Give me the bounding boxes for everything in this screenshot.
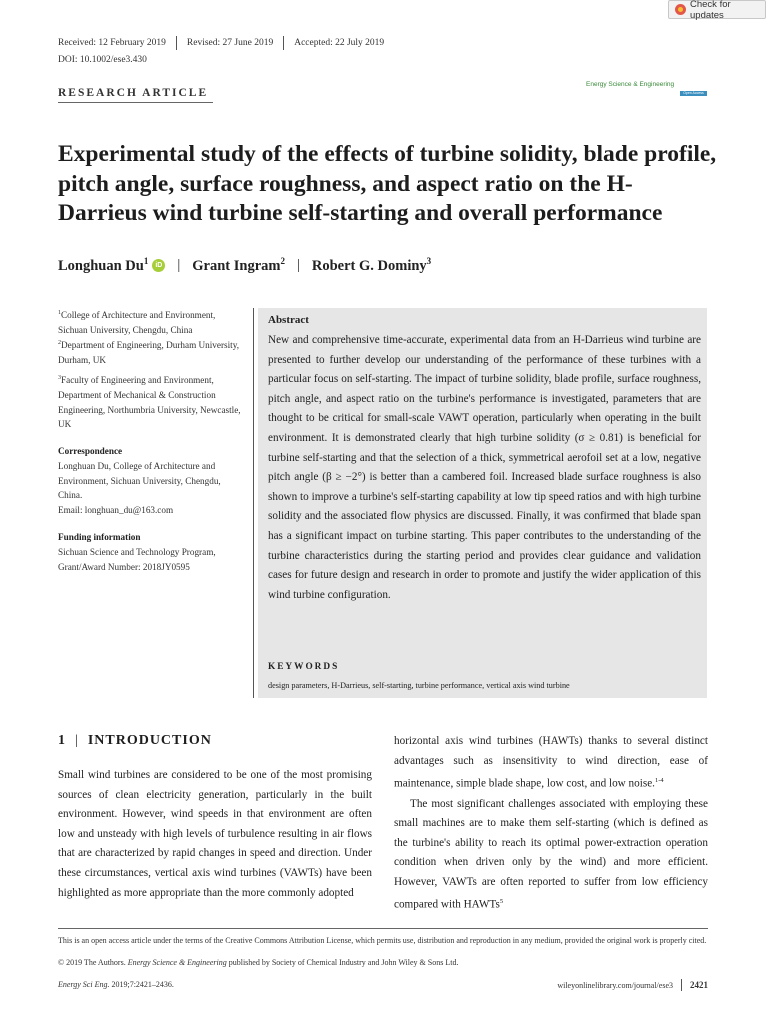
author-name[interactable]: Longhuan Du$^1$ [58, 256, 149, 274]
funding-text: Sichuan Science and Technology Program, Grant/Award Number: 2018JY0595 [58, 546, 216, 572]
check-for-updates-label: Check for updates [690, 0, 731, 21]
divider [681, 979, 682, 991]
abstract-text: New and comprehensive time-accurate, experimental data from an H-Darrieus wind turbine are presented to further develop our understanding of the performance of these turbines with a particular focus on self-starting. The impact of turbine solidity, blade profile, surface roughness, pitch angle, and aspect ratio on the turbine's performance is investigated, parameters that are thought to be critical for small-scale VAWT operation, particularly when operating in the built environment. It is demonstrated clearly that high turbine solidity (σ ≥ 0.81) is beneficial for turbine self-starting and that the selection of a thick, symmetrical aerofoil set at a low, negative pitch angle (β ≥ −2°) is better than a cambered foil. Increased blade surface roughness is also shown to improve a turbine's self-starting capability at low tip speed ratios and with high turbine solidity and the associated flow physics are discussed. Finally, it was confirmed that blade span has a significant impact on turbine starting. This paper contributes to the understanding of the turbine characteristics during the starting period and provides clear guidance and validation cases for future design and research in order to promote and justify the wider application of this wind turbine configuration. [268, 334, 701, 601]
open-access-badge: Open Access [680, 91, 707, 96]
divider [283, 36, 284, 50]
received-date: Received: 12 February 2019 [58, 38, 166, 48]
crossmark-icon [675, 4, 686, 15]
funding-information [58, 530, 243, 574]
affiliation: $^2$Department of Engineering, Durham University, Durham, UK [58, 340, 239, 365]
affiliation: $^1$College of Architecture and Environment, Sichuan University, Chengdu, China [58, 310, 216, 335]
article-title: Experimental study of the effects of turbine solidity, blade profile, pitch angle, surface roughness, and aspect ratio on the H-Darrieus wind turbine self-starting and overall performance [58, 141, 717, 226]
check-for-updates-button[interactable] [668, 0, 766, 19]
keywords-text: design parameters, H-Darrieus, self-starting, turbine performance, vertical axis wind turbine [268, 681, 570, 690]
license-note: This is an open access article under the terms of the Creative Commons Attribution License, which permits use, distribution and reproduction in any medium, provided the original work is properly cited. [58, 936, 707, 945]
doi[interactable]: DOI: 10.1002/ese3.430 [58, 55, 147, 65]
reference-link[interactable]: 5 [499, 898, 504, 906]
correspondence-email[interactable]: Email: longhuan_du@163.com [58, 505, 174, 516]
page-footer [557, 979, 708, 991]
author-name[interactable]: Grant Ingram$^2$ [192, 256, 285, 274]
divider [176, 36, 177, 50]
correspondence [58, 444, 243, 518]
affiliation: $^3$Faculty of Engineering and Environment, Department of Mechanical & Construction Engineering, Northumbria University, Newcastle, UK [58, 375, 241, 430]
funding-heading: Funding information [58, 532, 141, 542]
paragraph: horizontal axis wind turbines (HAWTs) thanks to several distinct advantages such as insensitivity to wind direction, ease of maintenance, simple blade shape, low cost, and low noise.$^{1-4}$ [394, 735, 708, 790]
abstract-heading: Abstract [268, 314, 309, 326]
revised-date: Revised: 27 June 2019 [186, 38, 274, 48]
journal-url[interactable]: wileyonlinelibrary.com/journal/ese3 [557, 980, 673, 990]
body-text-column-2 [394, 732, 708, 916]
journal-logo[interactable]: Energy Science & Engineering [586, 81, 675, 88]
divider [58, 102, 213, 103]
article-type: RESEARCH ARTICLE [58, 87, 209, 99]
body-text-column-1: Small wind turbines are considered to be one of the most promising sources of clean electricity generation, particularly in the built environment. However, wind speeds in that environment are often low and unsteady with high levels of turbulence resulting in air flows that are characterized by rapid changes in speed and direction. Under these circumstances, vertical axis wind turbines (VAWTs) have been highlighted as more appropriate than the more commonly adopted [58, 769, 372, 899]
citation: Energy Sci Eng. 2019;7:2421–2436. [58, 980, 174, 989]
page-number: 2421 [690, 980, 708, 990]
accepted-date: Accepted: 22 July 2019 [294, 38, 385, 48]
correspondence-heading: Correspondence [58, 446, 123, 456]
correspondence-text: Longhuan Du, College of Architecture and Environment, Sichuan University, Chengdu, China. [58, 460, 221, 501]
history-dates [58, 36, 384, 50]
author-name[interactable]: Robert G. Dominy$^3$ [311, 256, 432, 274]
orcid-icon[interactable]: iD [152, 259, 165, 272]
author-separator: | [296, 256, 300, 273]
divider [58, 928, 708, 929]
keywords-heading: KEYWORDS [268, 662, 340, 672]
reference-link[interactable]: 1-4 [654, 777, 664, 785]
section-heading: 1 | INTRODUCTION [58, 733, 212, 748]
paragraph: The most significant challenges associated with employing these small machines are to make them self-starting (which is defined as the turbine's ability to reach its optimal power-extraction operation condition when driven only by the wind) and more efficient. However, VAWTs are often reported to suffer from low efficiency compared with HAWTs$^5$ [394, 797, 708, 912]
divider [253, 308, 254, 698]
author-separator: | [177, 256, 181, 273]
copyright-line: © 2019 The Authors. Energy Science & Engineering published by Society of Chemical Industry and John Wiley & Sons Ltd. [58, 958, 459, 967]
author-list [58, 256, 431, 275]
